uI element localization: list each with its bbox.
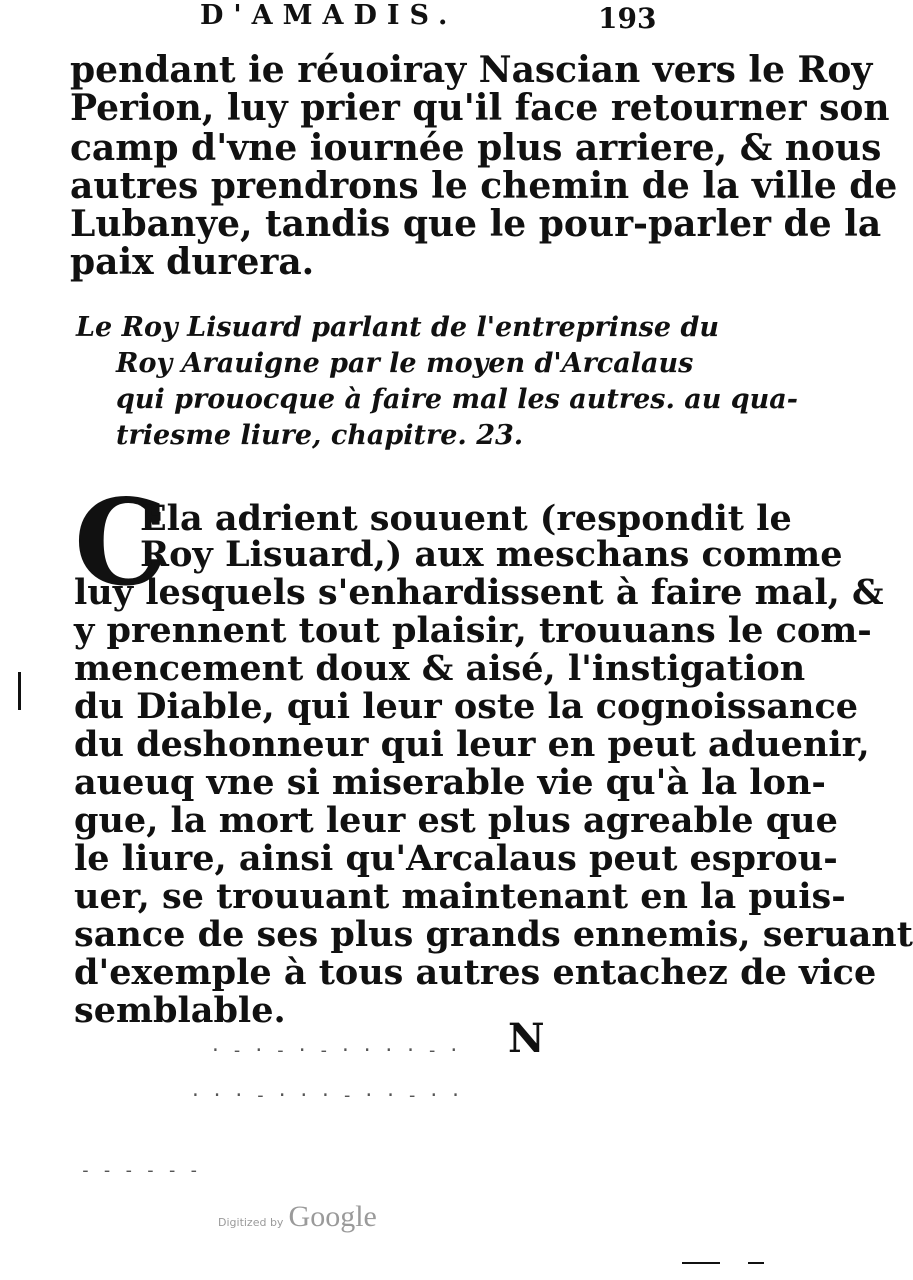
chapter-line: y prennent tout plaisir, trouuans le com- [74, 610, 872, 651]
chapter-line: luy lesquels s'enhardissent à faire mal, & [74, 572, 884, 613]
body-line: Perion, luy prier qu'il face retourner son [70, 87, 890, 129]
chapter-line: sance de ses plus grands ennemis, seruant [74, 914, 913, 955]
chapter-line: d'exemple à tous autres entachez de vice [74, 952, 877, 993]
drop-cap: C [74, 473, 168, 612]
body-line: paix durera. [70, 241, 315, 283]
heading-line: triesme liure, chapitre. 23. [116, 420, 524, 451]
chapter-line: le liure, ainsi qu'Arcalaus peut esprou- [74, 838, 838, 879]
chapter-line: uer, se trouuant maintenant en la puis- [74, 876, 846, 917]
chapter-line: du deshonneur qui leur en peut aduenir, [74, 724, 870, 765]
chapter-line: Ela adrient souuent (respondit le [140, 498, 792, 539]
chapter-line: du Diable, qui leur oste la cognoissance [74, 686, 859, 727]
chapter-line: aueuq vne si miserable vie qu'à la lon- [74, 762, 826, 803]
page-edge-mark [748, 1262, 764, 1264]
chapter-line: mencement doux & aisé, l'instigation [74, 648, 806, 689]
page-number: 193 [598, 2, 657, 35]
google-watermark [218, 1200, 377, 1234]
bleed-through-speckle: · - · - · - · · · · - · [210, 1040, 460, 1061]
watermark-prefix: Digitized by [218, 1216, 284, 1229]
heading-line: qui prouocque à faire mal les autres. au qua- [116, 384, 799, 415]
running-head: D'AMADIS. [200, 0, 458, 31]
body-line: autres prendrons le chemin de la ville de [70, 165, 898, 207]
watermark-brand: Google [288, 1200, 377, 1233]
bleed-through-speckle: · · · - · · · - · · - · · [190, 1085, 461, 1106]
body-line: Lubanye, tandis que le pour-parler de la [70, 203, 882, 245]
heading-line: Roy Arauigne par le moyen d'Arcalaus [116, 348, 694, 379]
chapter-line: Roy Lisuard,) aux meschans comme [140, 534, 843, 575]
bleed-through-speckle: - - - - - - [80, 1160, 200, 1181]
chapter-line: semblable. [74, 990, 286, 1031]
heading-line: Le Roy Lisuard parlant de l'entreprinse du [76, 312, 719, 343]
chapter-line: gue, la mort leur est plus agreable que [74, 800, 838, 841]
page-edge-mark [682, 1262, 720, 1264]
page-edge-mark [18, 672, 21, 710]
body-line: pendant ie réuoiray Nascian vers le Roy [70, 49, 873, 91]
body-line: camp d'vne iournée plus arriere, & nous [70, 127, 882, 169]
signature-mark: N [508, 1015, 545, 1062]
